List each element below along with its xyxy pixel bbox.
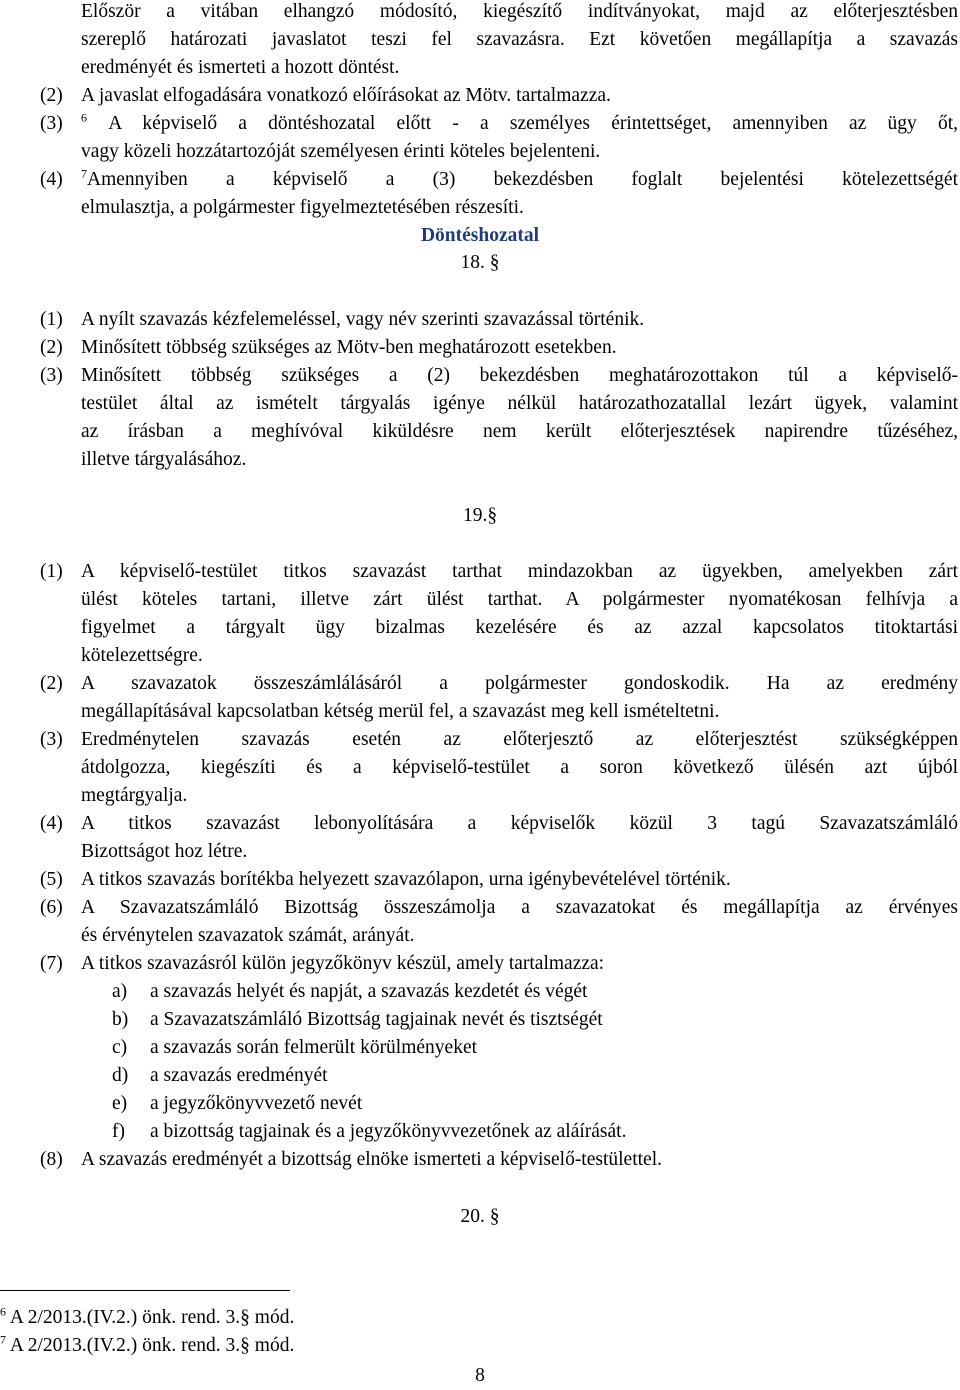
paragraph-line: és érvénytelen szavazatok számát, arányát. — [81, 925, 415, 946]
footnote: $^6$ A 2/2013.(IV.2.) önk. rend. 3.§ mód. — [0, 1304, 295, 1328]
list-item: a szavazás eredményét — [150, 1065, 328, 1086]
paragraph-number: (3) — [40, 113, 63, 134]
paragraph-line: A titkos szavazásról külön jegyzőkönyv készül, amely tartalmazza: — [81, 953, 605, 974]
paragraph-line: Bizottságot hoz létre. — [81, 841, 248, 862]
paragraph-number: (2) — [40, 337, 63, 358]
list-item: a szavazás helyét és napját, a szavazás kezdetét és végét — [150, 981, 588, 1002]
footnote-ref[interactable]: 7 — [81, 166, 87, 181]
paragraph-line: megállapításával kapcsolatban kétség merül fel, a szavazást meg kell ismételtetni. — [81, 701, 720, 722]
paragraph-line: figyelmet a tárgyalt ügy bizalmas kezelésére és az azzal kapcsolatos titoktartási — [81, 617, 958, 638]
paragraph-line: A Szavazatszámláló Bizottság összeszámolja a szavazatokat és megállapítja az érvényes — [81, 897, 958, 918]
paragraph-number: (3) — [40, 729, 63, 750]
list-item: a szavazás során felmerült körülményeket — [150, 1037, 478, 1058]
paragraph-number: (1) — [40, 309, 63, 330]
paragraph-line: vagy közeli hozzátartozóját személyesen érinti köteles bejelenteni. — [81, 141, 601, 162]
paragraph-number: (2) — [40, 85, 63, 106]
paragraph-line: A nyílt szavazás kézfelemeléssel, vagy név szerinti szavazással történik. — [81, 309, 645, 330]
list-item-letter: c) — [112, 1037, 128, 1058]
list-item: a jegyzőkönyvvezető nevét — [150, 1093, 363, 1114]
footnote-separator — [0, 1290, 290, 1291]
paragraph-number: (8) — [40, 1149, 63, 1170]
page-number: 8 — [475, 1365, 485, 1386]
paragraph-line: Először a vitában elhangzó módosító, kiegészítő indítványokat, majd az előterjesztésben — [81, 1, 958, 22]
paragraph-number: (1) — [40, 561, 63, 582]
paragraph-line: ülést köteles tartani, illetve zárt ülést tarthat. A polgármester nyomatékosan felhívja a — [81, 589, 958, 610]
paragraph-line: A szavazás eredményét a bizottság elnöke ismerteti a képviselő-testülettel. — [81, 1149, 662, 1170]
list-item-letter: e) — [112, 1093, 128, 1114]
section-heading: Döntéshozatal — [420, 225, 540, 246]
paragraph-line: megtárgyalja. — [81, 785, 188, 806]
paragraph-line: Eredménytelen szavazás esetén az előterjesztő az előterjesztést szükségképpen — [81, 729, 958, 750]
list-item-letter: f) — [112, 1121, 125, 1142]
paragraph-line: az írásban a meghívóval kiküldésre nem került előterjesztések napirendre tűzéséhez, — [81, 421, 958, 442]
paragraph-line: A képviselő-testület titkos szavazást tarthat mindazokban az ügyekben, amelyekben zárt — [81, 561, 958, 582]
section-number: 18. § — [460, 252, 500, 273]
paragraph-line: A titkos szavazás borítékba helyezett szavazólapon, urna igénybevételével történik. — [81, 869, 731, 890]
paragraph-line: $^6$ A képviselő a döntéshozatal előtt - a személyes érintettséget, amennyiben az ügy őt, — [81, 110, 958, 134]
paragraph-line: A titkos szavazást lebonyolítására a képviselők közül 3 tagú Szavazatszámláló — [81, 813, 958, 834]
section-number: 20. § — [460, 1206, 500, 1227]
paragraph-line: Minősített többség szükséges az Mötv-ben meghatározott esetekben. — [81, 337, 617, 358]
section-number: 19.§ — [462, 505, 498, 526]
paragraph-line: elmulasztja, a polgármester figyelmeztetésében részesíti. — [81, 197, 524, 218]
paragraph-line: kötelezettségre. — [81, 645, 203, 666]
paragraph-number: (4) — [40, 169, 63, 190]
list-item-letter: d) — [112, 1065, 129, 1086]
list-item: a Szavazatszámláló Bizottság tagjainak nevét és tisztségét — [150, 1009, 603, 1030]
list-item: a bizottság tagjainak és a jegyzőkönyvvezetőnek az aláírását. — [150, 1121, 627, 1142]
paragraph-number: (5) — [40, 869, 63, 890]
paragraph-number: (4) — [40, 813, 63, 834]
paragraph-number: (6) — [40, 897, 63, 918]
paragraph-line: testület által az ismételt tárgyalás igénye nélkül határozathozatallal lezárt ügyek, valamint — [81, 393, 958, 414]
footnote: $^7$ A 2/2013.(IV.2.) önk. rend. 3.§ mód. — [0, 1332, 295, 1356]
paragraph-number: (7) — [40, 953, 63, 974]
paragraph-line: eredményét és ismerteti a hozott döntést. — [81, 57, 400, 78]
paragraph-line: A szavazatok összeszámlálásáról a polgármester gondoskodik. Ha az eredmény — [81, 673, 958, 694]
paragraph-line: átdolgozza, kiegészíti és a képviselő-testület a soron következő ülésén azt újból — [81, 757, 958, 778]
list-item-letter: b) — [112, 1009, 129, 1030]
paragraph-line: Minősített többség szükséges a (2) bekezdésben meghatározottakon túl a képviselő- — [81, 365, 958, 386]
paragraph-number: (2) — [40, 673, 63, 694]
paragraph-number: (3) — [40, 365, 63, 386]
paragraph-line: szereplő határozati javaslatot teszi fel szavazásra. Ezt követően megállapítja a szavazás — [81, 29, 958, 50]
paragraph-line: A javaslat elfogadására vonatkozó előírásokat az Mötv. tartalmazza. — [81, 85, 611, 106]
list-item-letter: a) — [112, 981, 128, 1002]
paragraph-line: illetve tárgyalásához. — [81, 449, 247, 470]
footnote-ref[interactable]: 6 — [81, 110, 87, 125]
paragraph-line: $^7$Amennyiben a képviselő a (3) bekezdésben foglalt bejelentési kötelezettségét — [81, 166, 958, 190]
